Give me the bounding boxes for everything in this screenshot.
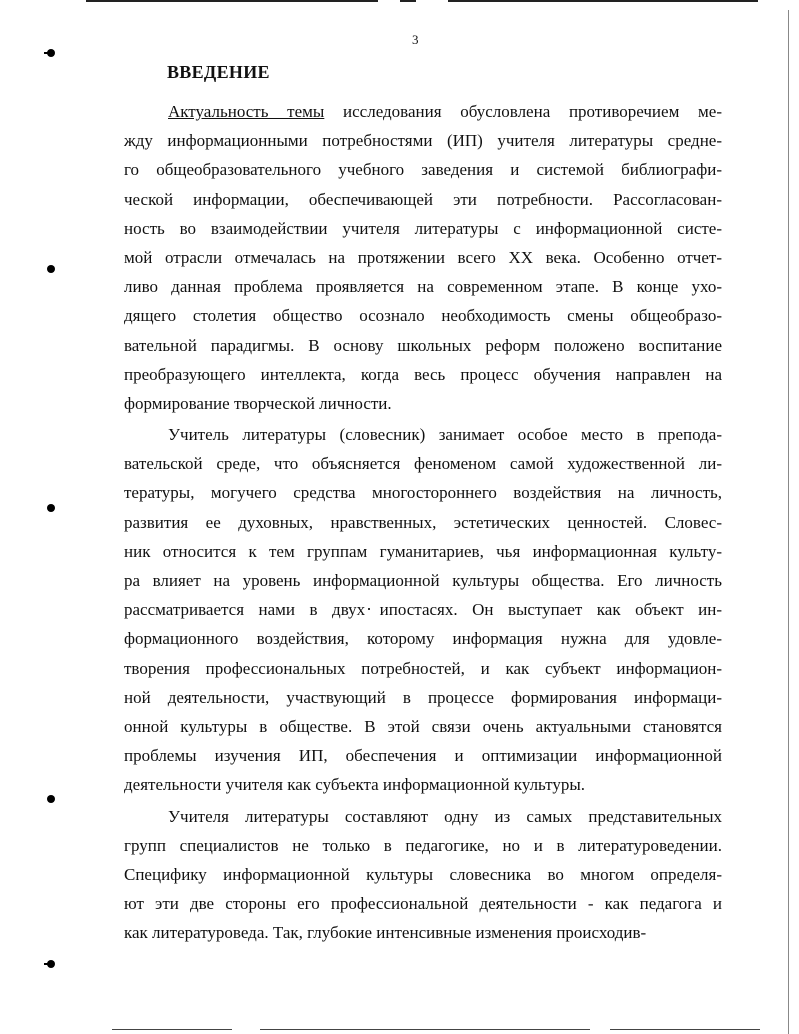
scan-edge-line <box>112 1029 232 1030</box>
text-line: формационного воздействия, которому информация нужна для удовле- <box>124 629 722 649</box>
text-line: ют эти две стороны его профессиональной деятельности - как педагога и <box>124 894 722 914</box>
text-line: мой отрасли отмечалась на протяжении всего XX века. Особенно отчет- <box>124 247 722 267</box>
underlined-term: Актуальность темы <box>168 102 325 121</box>
binding-hole-mark <box>44 963 54 965</box>
text-line: ник относится к тем группам гуманитариев, чья информационная культу- <box>124 541 722 561</box>
text-line: ческой информации, обеспечивающей эти потребности. Рассогласован- <box>124 189 722 209</box>
scan-edge-line <box>260 1029 590 1030</box>
scan-edge-line <box>86 0 378 2</box>
text-line: как литературоведа. Так, глубокие интенсивные изменения происходив- <box>124 923 647 943</box>
text-line: онной культуры в обществе. В этой связи очень актуальными становятся <box>124 716 722 736</box>
text-line: преобразующего интеллекта, когда весь процесс обучения направлен на <box>124 364 722 384</box>
line-text: исследования обусловлена противоречием ме- <box>324 102 722 121</box>
text-line: ра влияет на уровень информационной культуры общества. Его личность <box>124 571 722 590</box>
text-line: го общеобразовательного учебного заведения и системой библиографи- <box>124 160 722 180</box>
text-line: рассматривается нами в двух ипостасях. Он выступает как объект ин- <box>124 600 722 620</box>
section-heading: ВВЕДЕНИЕ <box>167 62 270 82</box>
text-line <box>124 97 722 126</box>
text-line: Учитель литературы (словесник) занимает особое место в препода- <box>168 425 722 445</box>
paragraph <box>124 420 722 799</box>
binding-hole-mark <box>47 504 55 512</box>
text-line: Учителя литературы составляют одну из самых представительных <box>168 806 722 826</box>
binding-hole-mark <box>47 795 55 803</box>
text-line: ливо данная проблема проявляется на современном этапе. В конце ухо- <box>124 277 722 297</box>
text-line: ной деятельности, участвующий в процессе формирования информаци- <box>124 687 722 707</box>
text-line: проблемы изучения ИП, обеспечения и оптимизации информационной <box>124 746 722 766</box>
text-line: вательской среде, что объясняется феноменом самой художественной ли- <box>124 454 722 474</box>
text-line: вательной парадигмы. В основу школьных реформ положено воспитание <box>124 335 722 355</box>
text-line: жду информационными потребностями (ИП) учителя литературы средне- <box>124 131 722 151</box>
text-line: творения профессиональных потребностей, и как субъект информацион- <box>124 658 722 678</box>
paragraph <box>124 802 722 948</box>
page-number: 3 <box>412 32 419 47</box>
scan-margin-line <box>788 10 789 1034</box>
text-line: Специфику информационной культуры словесника во многом определя- <box>124 864 722 884</box>
text-line: развития ее духовных, нравственных, эстетических ценностей. Словес- <box>124 512 722 532</box>
binding-hole-mark <box>47 265 55 273</box>
scan-edge-line <box>400 0 416 2</box>
scan-edge-line <box>610 1029 760 1030</box>
text-line: тературы, могучего средства многостороннего воздействия на личность, <box>124 483 722 503</box>
text-line: деятельности учителя как субъекта информационной культуры. <box>124 775 586 795</box>
text-line: ность во взаимодействии учителя литературы с информационной систе- <box>124 218 722 238</box>
text-line: формирование творческой личности. <box>124 393 392 413</box>
paragraph <box>124 97 722 418</box>
binding-hole-mark <box>44 52 54 54</box>
body-text <box>124 97 722 947</box>
scan-edge-line <box>448 0 758 2</box>
text-line: групп специалистов не только в педагогике, но и в литературоведении. <box>124 835 722 855</box>
text-line: дящего столетия общество осознало необходимость смены общеобразо- <box>124 306 722 326</box>
